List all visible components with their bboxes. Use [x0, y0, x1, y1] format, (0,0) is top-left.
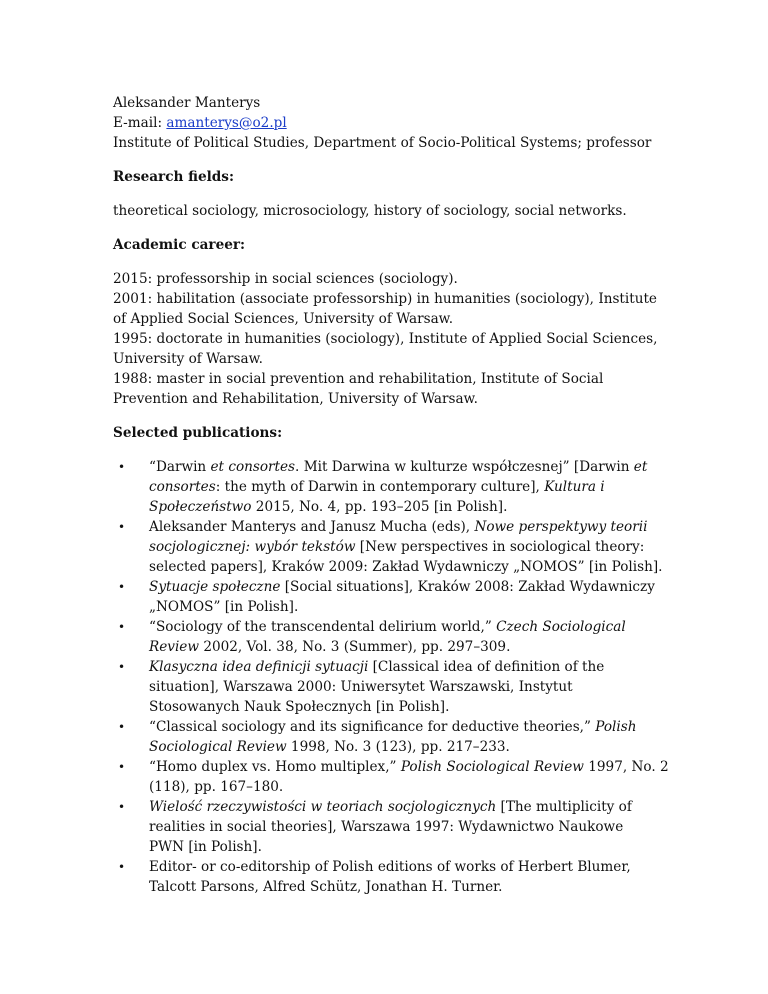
- career-line: Prevention and Rehabilitation, University of Warsaw.: [113, 391, 478, 407]
- bullet-icon: •: [118, 660, 126, 674]
- career-line: 2001: habilitation (associate professorship) in humanities (sociology), Institute: [113, 291, 657, 307]
- bullet-icon: •: [118, 800, 126, 814]
- author-name: Aleksander Manterys: [113, 95, 261, 111]
- publication-item: • Wielość rzeczywistości w teoriach socjologicznych [The multiplicity of realities in social theories], Warszawa 1997: Wydawnictwo Naukowe PWN [in Polish].: [118, 799, 632, 855]
- publication-item: • Aleksander Manterys and Janusz Mucha (eds), Nowe perspektywy teorii socjologicznej: wybór tekstów [New perspectives in sociological theory: selected papers], Kraków 2009: Zakład Wydawniczy „NOMOS” [in Polish].: [118, 519, 663, 575]
- affiliation: Institute of Political Studies, Department of Socio-Political Systems; professor: [113, 135, 652, 151]
- research-fields-text: theoretical sociology, microsociology, history of sociology, social networks.: [113, 203, 627, 219]
- career-line: University of Warsaw.: [113, 351, 263, 367]
- career-line: 2015: professorship in social sciences (sociology).: [113, 271, 458, 287]
- publications-list: [113, 457, 669, 897]
- selected-publications-heading: Selected publications:: [113, 425, 283, 441]
- bullet-icon: •: [118, 580, 126, 594]
- bullet-icon: •: [118, 620, 126, 634]
- career-line: 1995: doctorate in humanities (sociology), Institute of Applied Social Sciences,: [113, 331, 658, 347]
- publication-item: • “Sociology of the transcendental delirium world,” Czech Sociological Review 2002, Vol. 38, No. 3 (Summer), pp. 297–309.: [118, 619, 626, 655]
- document-page: [113, 93, 669, 897]
- email-label: E-mail:: [113, 115, 163, 131]
- publication-item: • “Homo duplex vs. Homo multiplex,” Polish Sociological Review 1997, No. 2 (118), pp. 167–180.: [118, 759, 669, 795]
- publication-item: • “Classical sociology and its significance for deductive theories,” Polish Sociological Review 1998, No. 3 (123), pp. 217–233.: [118, 719, 637, 755]
- bullet-icon: •: [118, 720, 126, 734]
- career-line: of Applied Social Sciences, University of Warsaw.: [113, 311, 454, 327]
- career-line: 1988: master in social prevention and rehabilitation, Institute of Social: [113, 371, 604, 387]
- bullet-icon: •: [118, 460, 126, 474]
- research-fields-heading: Research fields:: [113, 169, 234, 185]
- publication-item: • “Darwin et consortes. Mit Darwina w kulturze współczesnej” [Darwin et consortes: the myth of Darwin in contemporary culture], Kultura i Społeczeństwo 2015, No. 4, pp. 193–205 [in Polish].: [118, 459, 648, 515]
- bullet-icon: •: [118, 760, 126, 774]
- publication-item: • Sytuacje społeczne [Social situations], Kraków 2008: Zakład Wydawniczy „NOMOS” [in Polish].: [118, 579, 655, 615]
- academic-career-heading: Academic career:: [113, 237, 246, 253]
- publication-item: • Editor- or co-editorship of Polish editions of works of Herbert Blumer, Talcott Parsons, Alfred Schütz, Jonathan H. Turner.: [118, 859, 631, 895]
- email-link[interactable]: amanterys@o2.pl: [166, 115, 287, 131]
- publication-item: • Klasyczna idea definicji sytuacji [Classical idea of definition of the situation], Warszawa 2000: Uniwersytet Warszawski, Instytut Stosowanych Nauk Społecznych [in Polish].: [118, 659, 605, 715]
- career-list: [113, 269, 658, 409]
- email-line: [113, 113, 658, 133]
- bullet-icon: •: [118, 860, 126, 874]
- bullet-icon: •: [118, 520, 126, 534]
